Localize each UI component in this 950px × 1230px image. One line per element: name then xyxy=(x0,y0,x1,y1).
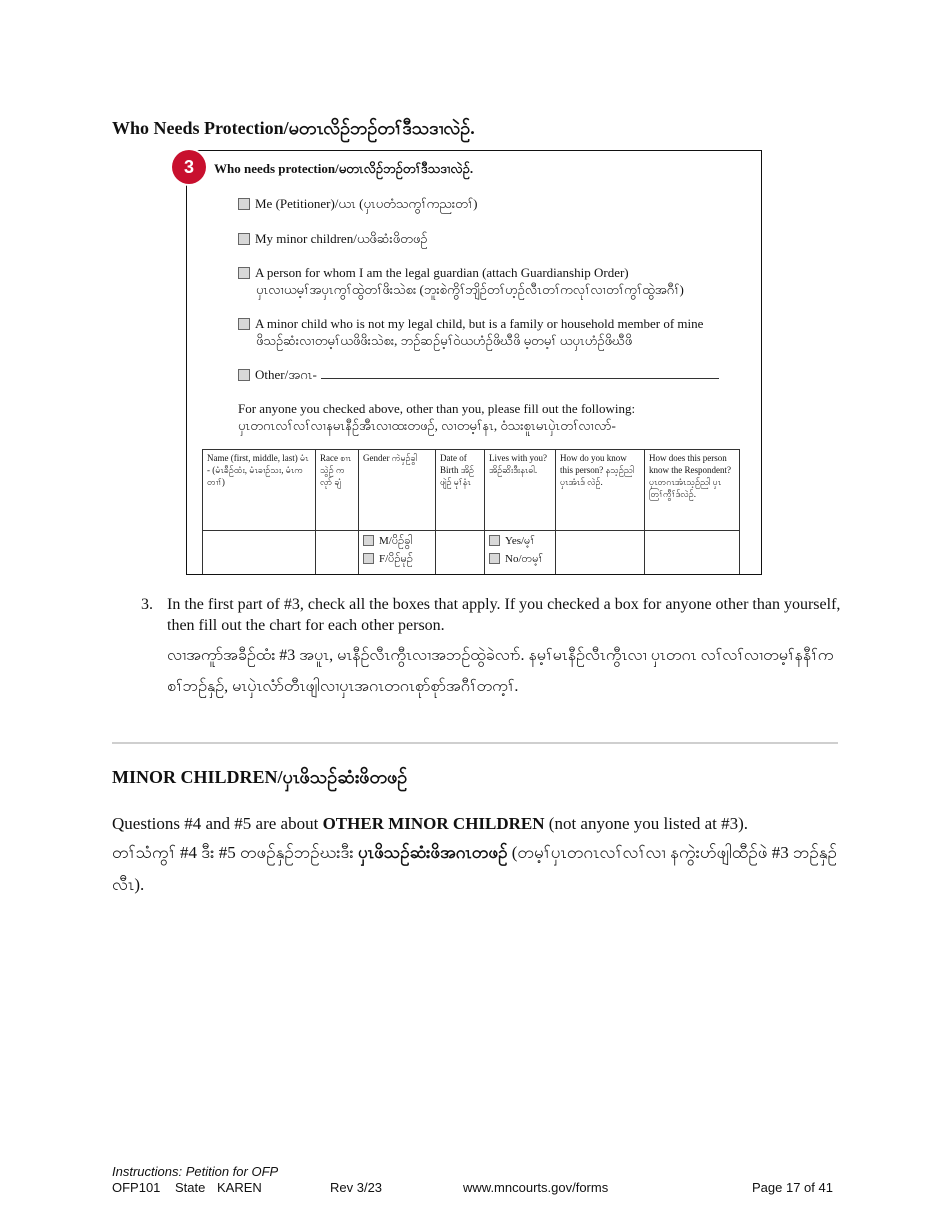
cell-gender: M/ပိဉ်ခွါ F/ပိဉ်မုဉ် xyxy=(359,531,436,576)
person-chart xyxy=(202,449,740,575)
checkbox-icon xyxy=(238,267,250,279)
checkbox-icon xyxy=(238,369,250,381)
footer-url: www.mncourts.gov/forms xyxy=(463,1180,609,1195)
checkbox-icon xyxy=(363,535,374,546)
checkbox-icon xyxy=(489,535,500,546)
divider xyxy=(112,742,838,744)
col-race: Race စၢၤသွဲဉ် ကလုာ် ချံ xyxy=(316,450,359,531)
step-instruction xyxy=(141,594,841,702)
col-dob: Date of Birth အိဉ်ဖျဲဉ် မုၢ်နံၤ xyxy=(436,450,485,531)
section-heading: Who Needs Protection/မတၤလိဉ်ဘဉ်တၢ်ဒီသဒၢလဲဉ်. xyxy=(112,118,475,138)
footer-language: KAREN xyxy=(217,1180,262,1195)
cell-dob xyxy=(436,531,485,576)
option-me: Me (Petitioner)/ယၤ (ပှၤပတံသကွၢ်ကညးတၢ်) xyxy=(238,195,478,212)
form-instruction: For anyone you checked above, other than you, please fill out the following: ပှၤတဂၤလၢ်လၢ်လၢနမၤနီဉ်အီၤလၢထးတဖဉ်, လၢတမ့ၢ်နၤ, ဝံသးစူၤမၤပှဲၤတၢ်လၢလာ်- xyxy=(238,401,636,433)
form-excerpt-image xyxy=(186,150,762,575)
step-text-en: In the first part of #3, check all the boxes that apply. If you checked a box for anyone other than yourself, then fill out the chart for each other person. xyxy=(167,596,841,634)
checkbox-icon xyxy=(238,318,250,330)
checkbox-icon xyxy=(363,553,374,564)
checkbox-icon xyxy=(238,198,250,210)
checkbox-icon xyxy=(238,233,250,245)
col-gender: Gender ကဲမှဉ်ခွါ xyxy=(359,450,436,531)
checkbox-icon xyxy=(489,553,500,564)
footer-form-id: OFP101 xyxy=(112,1180,161,1195)
paragraph-karen: တၢ်သံကွၢ် #4 ဒီး #5 တဖဉ်နှဉ်ဘဉ်ဃးဒီး ပှၤဖိသဉ်ဆံးဖိအဂၤတဖဉ် (တမ့ၢ်ပှၤတဂၤလၢ်လၢ်လၢ နကွဲးဟ်ဖျါထီဉ်ဖဲ #3 ဘဉ်နှဉ်လီၤ). xyxy=(112,843,837,894)
cell-name xyxy=(203,531,316,576)
option-legal-guardian: A person for whom I am the legal guardian (attach Guardianship Order) ပှၤလၢယမ့ၢ်အပှၤကွၢ်ထွဲတၢ်ဖိးသဲစး (ဘူးစဲကွိၢ်ဘျိဉ်တၢ်ဟ့ဉ်လီၤတၢ်ကလုၢ်လၢတၢ်ကွၢ်ထွဲအဂီၢ်) xyxy=(238,264,738,298)
footer-doc-title: Instructions: Petition for OFP xyxy=(112,1164,279,1179)
col-name: Name (first, middle, last) မံၤ - (မံၤခီဉ်ထံး, မံၤခၢဉ်သး, မံၤကတၢၢ်) xyxy=(203,450,316,531)
minor-children-heading: MINOR CHILDREN/ပှၤဖိသဉ်ဆံးဖိတဖဉ် xyxy=(112,767,408,787)
step-number: 3. xyxy=(141,596,153,613)
col-how-know: How do you know this person? နသ့ဉ်ညါပှၤအံၤဒ် လဲဉ်. xyxy=(556,450,645,531)
step-number-badge: 3 xyxy=(172,150,206,184)
step-text-karen: လၢအကူာ်အခီဉ်ထံး #3 အပူၤ, မၤနီဉ်လီၤကွီၤလၢအဘဉ်ထွဲခဲလၢာ်. နမ့ၢ်မၤနီဉ်လီၤကွီၤလၢ ပှၤတဂၤ လၢ်လၢ်လၢတမ့ၢ်နနီၢ်ကစၢ်ဘဉ်နှဉ်, မၤပှဲၤလံာ်တီၤဖျါလၢပှၤအဂၤတဂၤစုာ်စုာ်အဂီၢ်တက့ၢ်. xyxy=(167,647,834,695)
cell-lives-with: Yes/မ့ၢ် No/တမ့ၢ် xyxy=(485,531,556,576)
col-lives-with: Lives with you? အိဉ်ဆိးဒီးနၤဓါ. xyxy=(485,450,556,531)
paragraph-en: Questions #4 and #5 are about OTHER MINOR CHILDREN (not anyone you listed at #3). xyxy=(112,814,749,833)
cell-respondent xyxy=(645,531,740,576)
footer-revision: Rev 3/23 xyxy=(330,1180,383,1195)
option-minor-children: My minor children/ယဖိဆံးဖိတဖဉ် xyxy=(238,230,427,247)
col-respondent: How does this person know the Respondent? ပှၤတဂၤအံၤသ့ဉ်ညါ ပှၤတြၢ်ကွီၢ်ဒ်လဲဉ်. xyxy=(645,450,740,531)
other-blank-line xyxy=(321,368,719,379)
option-other: Other/အဂၤ- xyxy=(238,366,719,383)
cell-race xyxy=(316,531,359,576)
footer-page-number: Page 17 of 41 xyxy=(752,1180,833,1195)
option-household-child: A minor child who is not my legal child, but is a family or household member of mine ဖိသဉ်ဆံးလၢတမ့ၢ်ယဖိဖိးသဲစး, ဘဉ်ဆဉ်မ့ၢ်ဝဲယဟံဉ်ဖိဃီဖိ မ့တမ့ၢ် ယပှၤဟံဉ်ဖိဃီဖိ xyxy=(238,315,738,349)
form-title: Who needs protection/မတၤလိဉ်ဘဉ်တၢ်ဒီသဒၢလဲဉ်. xyxy=(214,161,474,176)
minor-children-paragraph xyxy=(112,813,838,901)
cell-how-know xyxy=(556,531,645,576)
footer-state: State xyxy=(175,1180,206,1195)
